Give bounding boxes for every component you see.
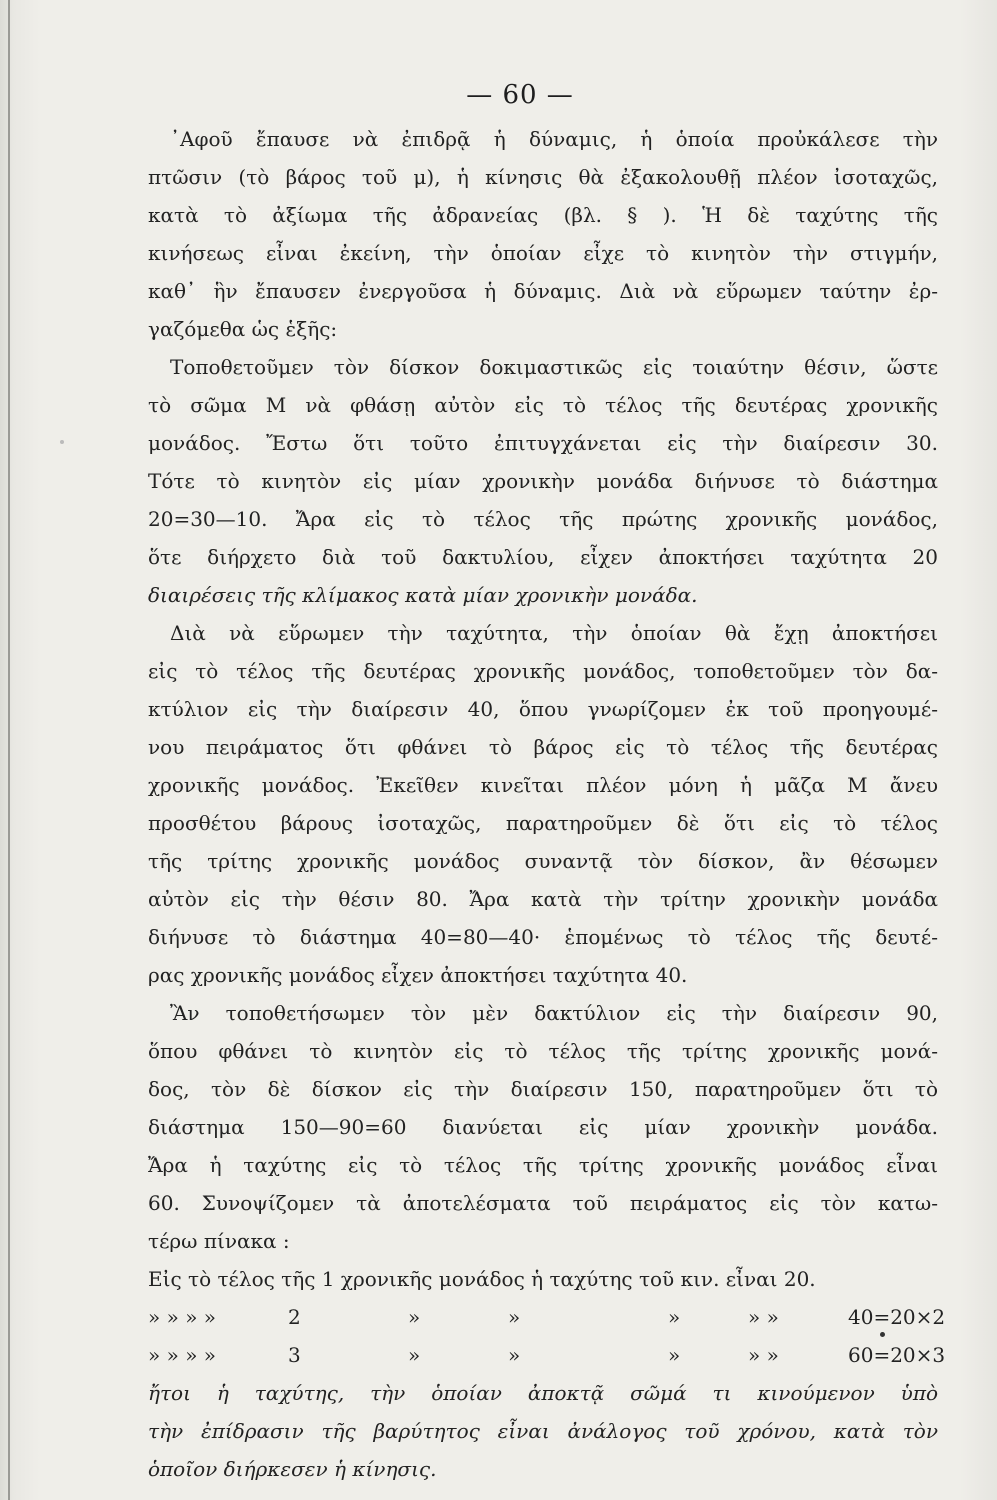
text-line: κτύλιον εἰς τὴν διαίρεσιν 40, ὅπου γνωρίζομεν ἐκ τοῦ προηγουμέ-	[148, 697, 938, 721]
text-line: ὅτε διήρχετο διὰ τοῦ δακτυλίου, εἶχεν ἀποκτήσει ταχύτητα 20	[148, 545, 938, 569]
ditto-marks: » » » »	[148, 1343, 217, 1367]
conclusion-line: ἤτοι ἡ ταχύτης, τὴν ὁποίαν ἀποκτᾷ σῶμά τι κινούμενον ὑπὸ	[148, 1381, 938, 1405]
text-line: νου πειράματος ὅτι φθάνει τὸ βάρος εἰς τὸ τέλος τῆς δευτέρας	[148, 735, 938, 759]
body-text	[148, 120, 946, 1488]
ditto-marks: » »	[748, 1343, 779, 1367]
results-row-2	[148, 1298, 946, 1336]
conclusion-line: ὁποῖον διήρκεσεν ἡ κίνησις.	[148, 1457, 437, 1481]
text-line: ὅπου φθάνει τὸ κινητὸν εἰς τὸ τέλος τῆς τρίτης χρονικῆς μονά-	[148, 1039, 938, 1063]
text-line: διάστημα 150—90=60 διανύεται εἰς μίαν χρονικὴν μονάδα.	[148, 1115, 938, 1139]
ditto-marks: » » » »	[148, 1305, 217, 1329]
ditto-marks: »	[508, 1343, 521, 1367]
velocity-value: 40=20×2	[848, 1305, 946, 1329]
text-line: προσθέτου βάρους ἰσοταχῶς, παρατηροῦμεν δὲ ὅτι εἰς τὸ τέλος	[148, 811, 938, 835]
text-line: 60. Συνοψίζομεν τὰ ἀποτελέσματα τοῦ πειράματος εἰς τὸν κατω-	[148, 1191, 938, 1215]
time-unit-number: 2	[288, 1305, 301, 1329]
ditto-marks: »	[408, 1305, 421, 1329]
results-row-1: Εἰς τὸ τέλος τῆς 1 χρονικῆς μονάδος ἡ ταχύτης τοῦ κιν. εἶναι 20.	[148, 1267, 816, 1291]
results-row-3	[148, 1336, 946, 1374]
text-line: εἰς τὸ τέλος τῆς δευτέρας χρονικῆς μονάδος, τοποθετοῦμεν τὸν δα-	[148, 659, 938, 683]
text-line: Διὰ νὰ εὕρωμεν τὴν ταχύτητα, τὴν ὁποίαν θὰ ἔχῃ ἀποκτήσει	[170, 621, 938, 645]
ink-dot	[880, 1332, 885, 1337]
ditto-marks: »	[408, 1343, 421, 1367]
paper-speck	[60, 440, 64, 444]
text-line: καθ᾿ ἣν ἔπαυσεν ἐνεργοῦσα ἡ δύναμις. Διὰ νὰ εὕρωμεν ταύτην ἐρ-	[148, 279, 938, 303]
text-line: διήνυσε τὸ διάστημα 40=80—40· ἑπομένως τὸ τέλος τῆς δευτέ-	[148, 925, 938, 949]
ditto-marks: » »	[748, 1305, 779, 1329]
ditto-marks: »	[668, 1305, 681, 1329]
text-line: Τότε τὸ κινητὸν εἰς μίαν χρονικὴν μονάδα διήνυσε τὸ διάστημα	[148, 469, 938, 493]
text-line: πτῶσιν (τὸ βάρος τοῦ μ), ἡ κίνησις θὰ ἐξακολουθῇ πλέον ἰσοταχῶς,	[148, 165, 938, 189]
text-line: τέρω πίνακα :	[148, 1229, 290, 1253]
ditto-marks: »	[668, 1343, 681, 1367]
text-line: Τοποθετοῦμεν τὸν δίσκον δοκιμαστικῶς εἰς τοιαύτην θέσιν, ὥστε	[170, 355, 938, 379]
text-line: τῆς τρίτης χρονικῆς μονάδος συναντᾷ τὸν δίσκον, ἂν θέσωμεν	[148, 849, 938, 873]
text-line: διαιρέσεις τῆς κλίμακος κατὰ μίαν χρονικὴν μονάδα.	[148, 583, 698, 607]
text-line: Ἄρα ἡ ταχύτης εἰς τὸ τέλος τῆς τρίτης χρονικῆς μονάδος εἶναι	[148, 1153, 938, 1177]
text-line: χρονικῆς μονάδος. Ἐκεῖθεν κινεῖται πλέον μόνη ἡ μᾶζα Μ ἄνευ	[148, 773, 938, 797]
text-line: μονάδος. Ἔστω ὅτι τοῦτο ἐπιτυγχάνεται εἰς τὴν διαίρεσιν 30.	[148, 431, 938, 455]
text-line: ᾿Αφοῦ ἔπαυσε νὰ ἐπιδρᾷ ἡ δύναμις, ἡ ὁποία προὐκάλεσε τὴν	[170, 127, 938, 151]
text-line: ρας χρονικῆς μονάδος εἶχεν ἀποκτήσει ταχύτητα 40.	[148, 963, 688, 987]
velocity-value: 60=20×3	[848, 1343, 946, 1367]
text-line: κατὰ τὸ ἀξίωμα τῆς ἀδρανείας (βλ. § ). Ἡ δὲ ταχύτης τῆς	[148, 203, 938, 227]
ditto-marks: »	[508, 1305, 521, 1329]
time-unit-number: 3	[288, 1343, 301, 1367]
text-line: δος, τὸν δὲ δίσκον εἰς τὴν διαίρεσιν 150, παρατηροῦμεν ὅτι τὸ	[148, 1077, 938, 1101]
text-line: κινήσεως εἶναι ἐκείνη, τὴν ὁποίαν εἶχε τὸ κινητὸν τὴν στιγμήν,	[148, 241, 938, 265]
conclusion-line: τὴν ἐπίδρασιν τῆς βαρύτητος εἶναι ἀνάλογος τοῦ χρόνου, κατὰ τὸν	[148, 1419, 938, 1443]
text-line: Ἂν τοποθετήσωμεν τὸν μὲν δακτύλιον εἰς τὴν διαίρεσιν 90,	[170, 1001, 938, 1025]
binding-edge	[8, 0, 10, 1500]
text-line: 20=30—10. Ἄρα εἰς τὸ τέλος τῆς πρώτης χρονικῆς μονάδος,	[148, 507, 938, 531]
text-line: τὸ σῶμα Μ νὰ φθάσῃ αὐτὸν εἰς τὸ τέλος τῆς δευτέρας χρονικῆς	[148, 393, 938, 417]
text-line: αὐτὸν εἰς τὴν θέσιν 80. Ἄρα κατὰ τὴν τρίτην χρονικὴν μονάδα	[148, 887, 938, 911]
text-line: γαζόμεθα ὡς ἑξῆς:	[148, 317, 338, 341]
page-number: — 60 —	[466, 80, 574, 110]
